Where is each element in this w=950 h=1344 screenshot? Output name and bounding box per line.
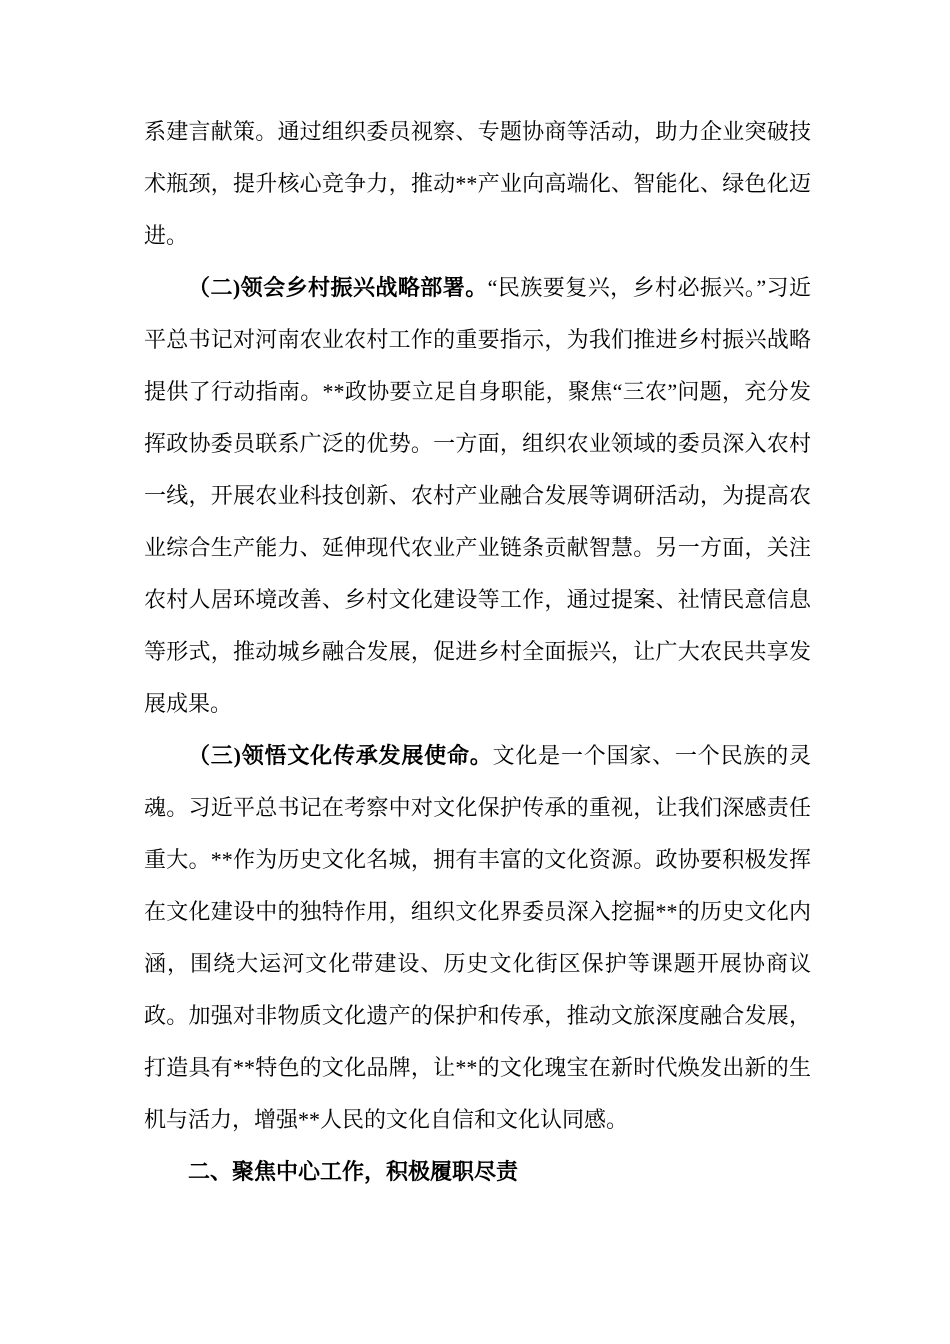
paragraph-continuation (144, 106, 811, 262)
section-3-body-text: 文化是一个国家、一个民族的灵魂。习近平总书记在考察中对文化保护传承的重视，让我们深感责任重大。**作为历史文化名城，拥有丰富的文化资源。政协要积极发挥在文化建设中的独特作用，组织文化界委员深入挖掘**的历史文化内涵，围绕大运河文化带建设、历史文化街区保护等课题开展协商议政。加强对非物质文化遗产的保护和传承，推动文旅深度融合发展，打造具有**特色的文化品牌，让**的文化瑰宝在新时代焕发出新的生机与活力，增强**人民的文化自信和文化认同感。 (144, 743, 811, 1132)
section-2-body-text: “民族要复兴，乡村必振兴。”习近平总书记对河南农业农村工作的重要指示，为我们推进乡村振兴战略提供了行动指南。**政协要立足自身职能，聚焦“三农”问题，充分发挥政协委员联系广泛的优势。一方面，组织农业领域的委员深入农村一线，开展农业科技创新、农村产业融合发展等调研活动，为提高农业综合生产能力、延伸现代农业产业链条贡献智慧。另一方面，关注农村人居环境改善、乡村文化建设等工作，通过提案、社情民意信息等形式，推动城乡融合发展，促进乡村全面振兴，让广大农民共享发展成果。 (144, 275, 811, 716)
section-2-heading: （二)领会乡村振兴战略部署。 (188, 275, 488, 300)
section-heading-part-2-text: 二、聚焦中心工作，积极履职尽责 (188, 1159, 519, 1184)
paragraph-section-3 (144, 730, 811, 1146)
paragraph-continuation-text: 系建言献策。通过组织委员视察、专题协商等活动，助力企业突破技术瓶颈，提升核心竞争力，推动**产业向高端化、智能化、绿色化迈进。 (144, 119, 811, 248)
document-body (144, 106, 811, 1198)
section-heading-part-2 (144, 1146, 811, 1198)
paragraph-section-2 (144, 262, 811, 730)
section-3-heading: （三)领悟文化传承发展使命。 (188, 743, 493, 768)
